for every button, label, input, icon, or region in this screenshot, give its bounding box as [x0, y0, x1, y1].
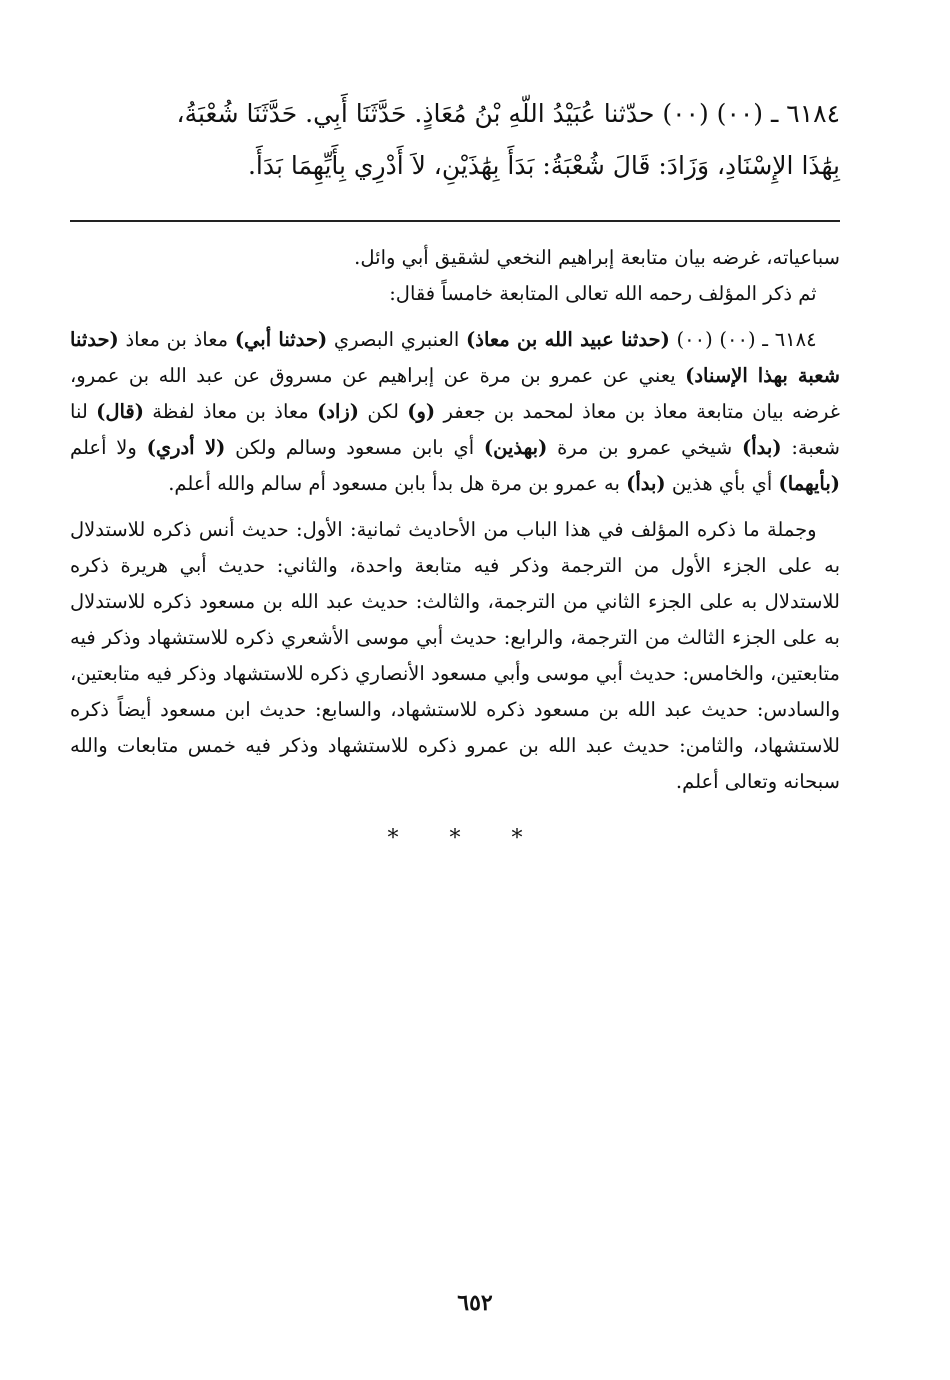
commentary-bold: (بهذين) [483, 436, 548, 459]
commentary-text: لكن [359, 400, 408, 423]
section-separator: * * * [387, 826, 545, 851]
commentary-bold: (و) [407, 400, 436, 423]
commentary-bold: (بأيهما) [778, 472, 840, 495]
commentary-text: العنبري البصري [327, 328, 467, 351]
hadith-line-1: ٦١٨٤ ـ (٠٠) (٠٠) حدّثنا عُبَيْدُ اللّهِ بْنُ مُعَاذٍ. حَدَّثَنَا أَبِي. حَدَّثَنَا شُعْبَةُ، [176, 99, 840, 128]
page-number: ٦٥٢ [457, 1290, 493, 1316]
commentary-bold: (لا أدري) [146, 436, 226, 459]
commentary-line: سباعياته، غرضه بيان متابعة إبراهيم النخعي لشقيق أبي وائل. [354, 246, 840, 269]
commentary-bold: (زاد) [317, 400, 360, 423]
commentary-text: أي بابن مسعود وسالم ولكن [225, 436, 484, 459]
commentary-text: به عمرو بن مرة هل بدأ بابن مسعود أم سالم والله أعلم. [168, 472, 627, 495]
commentary-text: يعني عن عمرو بن مرة عن إبراهيم عن مسروق عن عبد الله بن عمرو، غرضه بيان متابعة معاذ بن معاذ لمحمد بن جعفر [70, 364, 840, 423]
commentary-text: ولا أعلم [70, 436, 147, 459]
commentary-bold: (حدثنا عبيد الله بن معاذ) [466, 328, 670, 351]
commentary-text: لنا شعبة: [70, 400, 841, 459]
commentary-line: ثم ذكر المؤلف رحمه الله تعالى المتابعة خامساً فقال: [389, 282, 817, 305]
commentary-bold: (بدأ) [742, 436, 782, 459]
commentary-text: معاذ بن معاذ لفظة [143, 400, 318, 423]
commentary-bold: (حدثنا شعبة بهذا الإسناد) [70, 328, 840, 387]
commentary [70, 240, 840, 800]
page-content [70, 88, 840, 851]
commentary-paragraph [70, 322, 840, 502]
commentary-bold: (قال) [96, 400, 144, 423]
commentary-text: معاذ بن معاذ [118, 328, 235, 351]
hadith-text [70, 88, 840, 192]
summary-paragraph: وجملة ما ذكره المؤلف في هذا الباب من الأحاديث ثمانية: الأول: حديث أنس ذكره للاستدلال به على الجزء الأول من الترجمة وذكر فيه متابعة واحدة، والثاني: حديث أبي هريرة ذكره للاستدلال به على الجزء الثاني من الترجمة، والثالث: حديث عبد الله بن مسعود ذكره للاستدلال به على الجزء الثالث من الترجمة، والرابع: حديث أبي موسى الأشعري ذكره للاستشهاد وذكر فيه متابعتين، والخامس: حديث أبي موسى وأبي مسعود الأنصاري ذكره للاستشهاد وذكر فيه متابعتين، والسادس: حديث عبد الله بن مسعود ذكره للاستشهاد، والسابع: حديث ابن مسعود أيضاً ذكره للاستشهاد، والثامن: حديث عبد الله بن عمرو ذكره للاستشهاد وذكر فيه خمس متابعات والله سبحانه وتعالى أعلم. [70, 518, 840, 793]
commentary-bold: (حدثنا أبي) [234, 328, 328, 351]
commentary-bold: (بدأ) [626, 472, 666, 495]
hadith-line-2: بِهَٰذَا الإِسْنَادِ، وَزَادَ: قَالَ شُعْبَةُ: بَدَأَ بِهَٰذَيْنِ، لاَ أَدْرِي بِأَيِّهِمَا بَدَأَ. [247, 151, 840, 180]
commentary-text: شيخي عمرو بن مرة [547, 436, 743, 459]
commentary-text: أي بأي هذين [665, 472, 779, 495]
footnote-divider [70, 220, 840, 222]
commentary-text: ٦١٨٤ ـ (٠٠) (٠٠) [669, 328, 817, 351]
